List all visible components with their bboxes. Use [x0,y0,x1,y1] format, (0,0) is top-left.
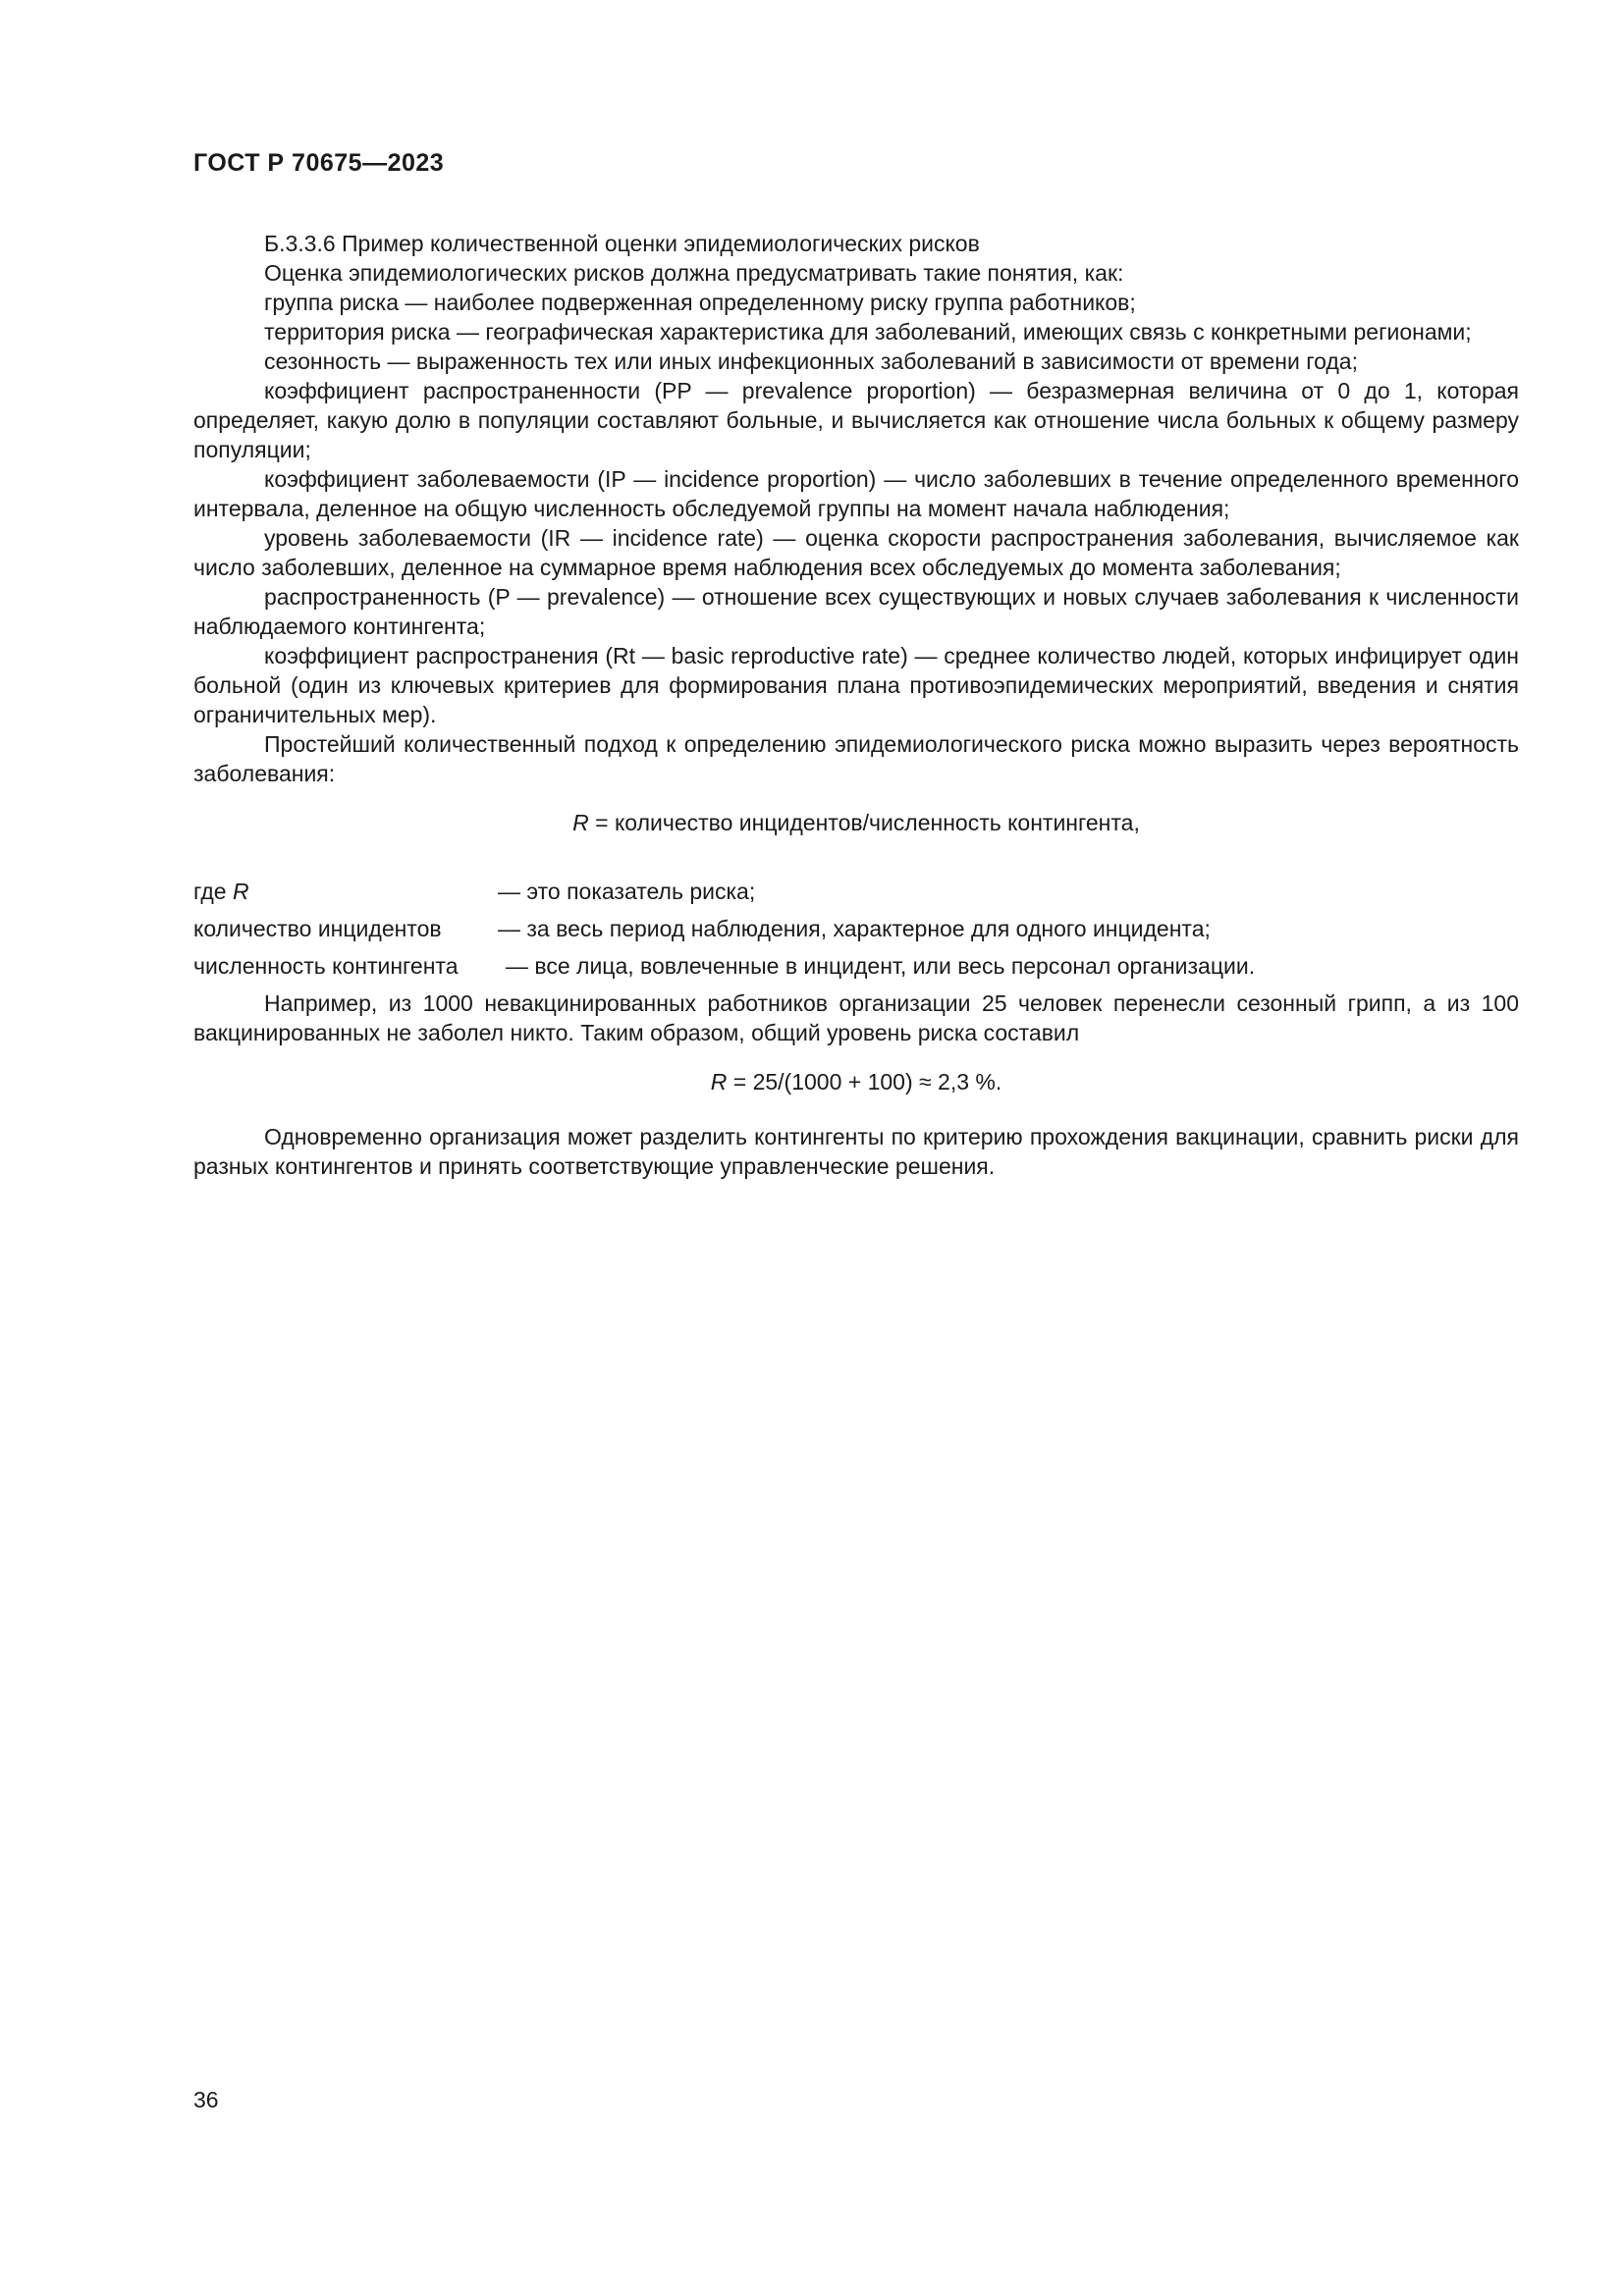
section-heading: Б.3.3.6 Пример количественной оценки эпидемиологических рисков [264,231,980,256]
legend-row [193,877,1519,906]
legend-term [193,951,506,981]
formula-expression: = количество инцидентов/численность контингента, [588,810,1140,835]
definition-incidence-rate: уровень заболеваемости (IR — incidence rate) — оценка скорости распространения заболевания, вычисляемое как число заболевших, деленное на суммарное время наблюдения всех обследуемых до момента заболевания; [193,525,1519,580]
definition-group-risk: группа риска — наиболее подверженная определенному риску группа работников; [264,290,1136,315]
intro-paragraph: Оценка эпидемиологических рисков должна предусматривать такие понятия, как: [264,260,1124,286]
risk-formula [193,808,1519,837]
legend-description: — все лица, вовлеченные в инцидент, или весь персонал организации. [506,953,1256,979]
definition-incidence-proportion: коэффициент заболеваемости (IP — incidence proportion) — число заболевших в течение определенного временного интервала, деленное на общую численность обследуемой группы на момент начала наблюдения; [193,466,1519,521]
standard-title: ГОСТ Р 70675—2023 [193,149,445,177]
page-number: 36 [193,2087,219,2112]
example-paragraph: Например, из 1000 невакцинированных работников организации 25 человек перенесли сезонный грипп, а из 100 вакцинированных не заболел никто. Таким образом, общий уровень риска составил [193,990,1519,1045]
formula-variable: R [710,1069,728,1095]
approach-paragraph: Простейший количественный подход к определению эпидемиологического риска можно выразить через вероятность заболевания: [193,731,1519,786]
legend-description: — за весь период наблюдения, характерное для одного инцидента; [498,916,1211,941]
conclusion-paragraph: Одновременно организация может разделить контингенты по критерию прохождения вакцинации, сравнить риски для разных контингентов и принять соответствующие управленческие решения. [193,1124,1519,1179]
legend-row [193,951,1519,981]
where-legend [193,877,1519,981]
formula-expression: = 25/(1000 + 100) ≈ 2,3 %. [727,1069,1002,1095]
definition-territory-risk: территория риска — географическая характеристика для заболеваний, имеющих связь с конкретными регионами; [264,319,1472,345]
formula-variable: R [572,810,589,835]
legend-term-text: где [193,879,233,904]
legend-term-variable: R [232,879,249,904]
section-body [193,229,1519,1181]
legend-term-text: количество инцидентов [193,916,442,941]
legend-term-text: численность контингента [193,953,459,979]
legend-description: — это показатель риска; [498,879,756,904]
legend-term [193,877,498,906]
legend-term [193,914,498,943]
example-formula [193,1067,1519,1096]
definition-seasonality: сезонность — выраженность тех или иных инфекционных заболеваний в зависимости от времени года; [264,348,1358,374]
definition-reproductive-rate: коэффициент распространения (Rt — basic reproductive rate) — среднее количество людей, которых инфицирует один больной (один из ключевых критериев для формирования плана противоэпидемических мероприятий, введения и снятия ограничительных мер). [193,643,1519,727]
legend-row [193,914,1519,943]
definition-prevalence-proportion: коэффициент распространенности (PP — prevalence proportion) — безразмерная величина от 0 до 1, которая определяет, какую долю в популяции составляют больные, и вычисляется как отношение числа больных к общему размеру популяции; [193,378,1519,462]
definition-prevalence: распространенность (P — prevalence) — отношение всех существующих и новых случаев заболевания к численности наблюдаемого контингента; [193,584,1519,639]
